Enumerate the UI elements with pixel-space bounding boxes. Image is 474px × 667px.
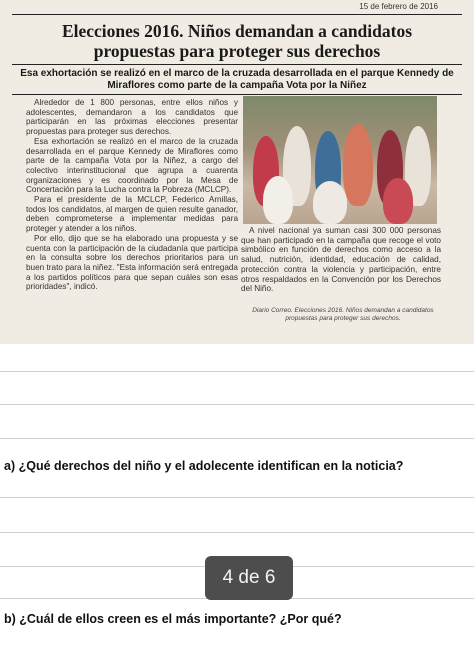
article-title: Elecciones 2016. Niños demandan a candidatos propuestas para proteger sus derechos	[61, 21, 413, 61]
paragraph: A nivel nacional ya suman casi 300 000 personas que han participado en la campaña que recoge el voto simbólico en función de derechos como acceso a la salud, nutrición, identidad, educación de calidad, protección contra la violencia y participación, entre otros respaldados en la Convención por los Derechos del Niño.	[241, 226, 441, 294]
article-subtitle: Esa exhortación se realizó en el marco de la cruzada desarrollada en el parque Kennedy de Miraflores como parte de la campaña Vota por la Niñez	[20, 68, 454, 91]
answer-line	[0, 497, 474, 498]
answer-line	[0, 404, 474, 405]
paragraph: Esa exhortación se realizó en el marco de la cruzada desarrollada en el parque Kennedy de Miraflores como parte de la campaña Vota por la Niñez, a cargo del colectivo interinstitucional que agrupa a cuarenta organizaciones y es coordinado por la Mesa de Concertación para la Lucha contra la Pobreza (MCLCP).	[26, 136, 238, 195]
title-rule	[12, 64, 462, 65]
paragraph: Alrededor de 1 800 personas, entre ellos niños y adolescentes, demandaron a los candidatos que participarán en las próximas elecciones presentar propuestas para proteger sus derechos.	[26, 98, 238, 137]
question-b: b) ¿Cuál de ellos creen es el más importante? ¿Por qué?	[4, 612, 342, 626]
article-column-2	[241, 226, 441, 294]
answer-line	[0, 371, 474, 372]
article-column-1	[26, 98, 238, 292]
answer-line	[0, 532, 474, 533]
answer-line	[0, 438, 474, 439]
page-indicator: 4 de 6	[205, 556, 293, 600]
news-photo	[243, 96, 437, 224]
top-rule	[12, 14, 462, 15]
article-date: 15 de febrero de 2016	[359, 2, 438, 11]
question-a: a) ¿Qué derechos del niño y el adolecente identifican en la noticia?	[4, 459, 404, 473]
paragraph: Por ello, dijo que se ha elaborado una propuesta y se cuenta con la participación de la ciudadanía que participa en la consulta sobre los derechos prioritarios para un buen trato para la niñez. "Esta información será entregada a los partidos políticos para que sepan cuáles son esas prioridades", indicó.	[26, 233, 238, 292]
article-source: Diario Correo. Elecciones 2016. Niños demandan a candidatos propuestas para proteger sus derechos.	[252, 307, 434, 322]
subtitle-rule	[12, 94, 462, 95]
paragraph: Para el presidente de la MCLCP, Federico Arnillas, todos los candidatos, al margen de quien resulte ganador, deben comprometerse a implementar medidas para proteger y atender a los niños.	[26, 195, 238, 234]
